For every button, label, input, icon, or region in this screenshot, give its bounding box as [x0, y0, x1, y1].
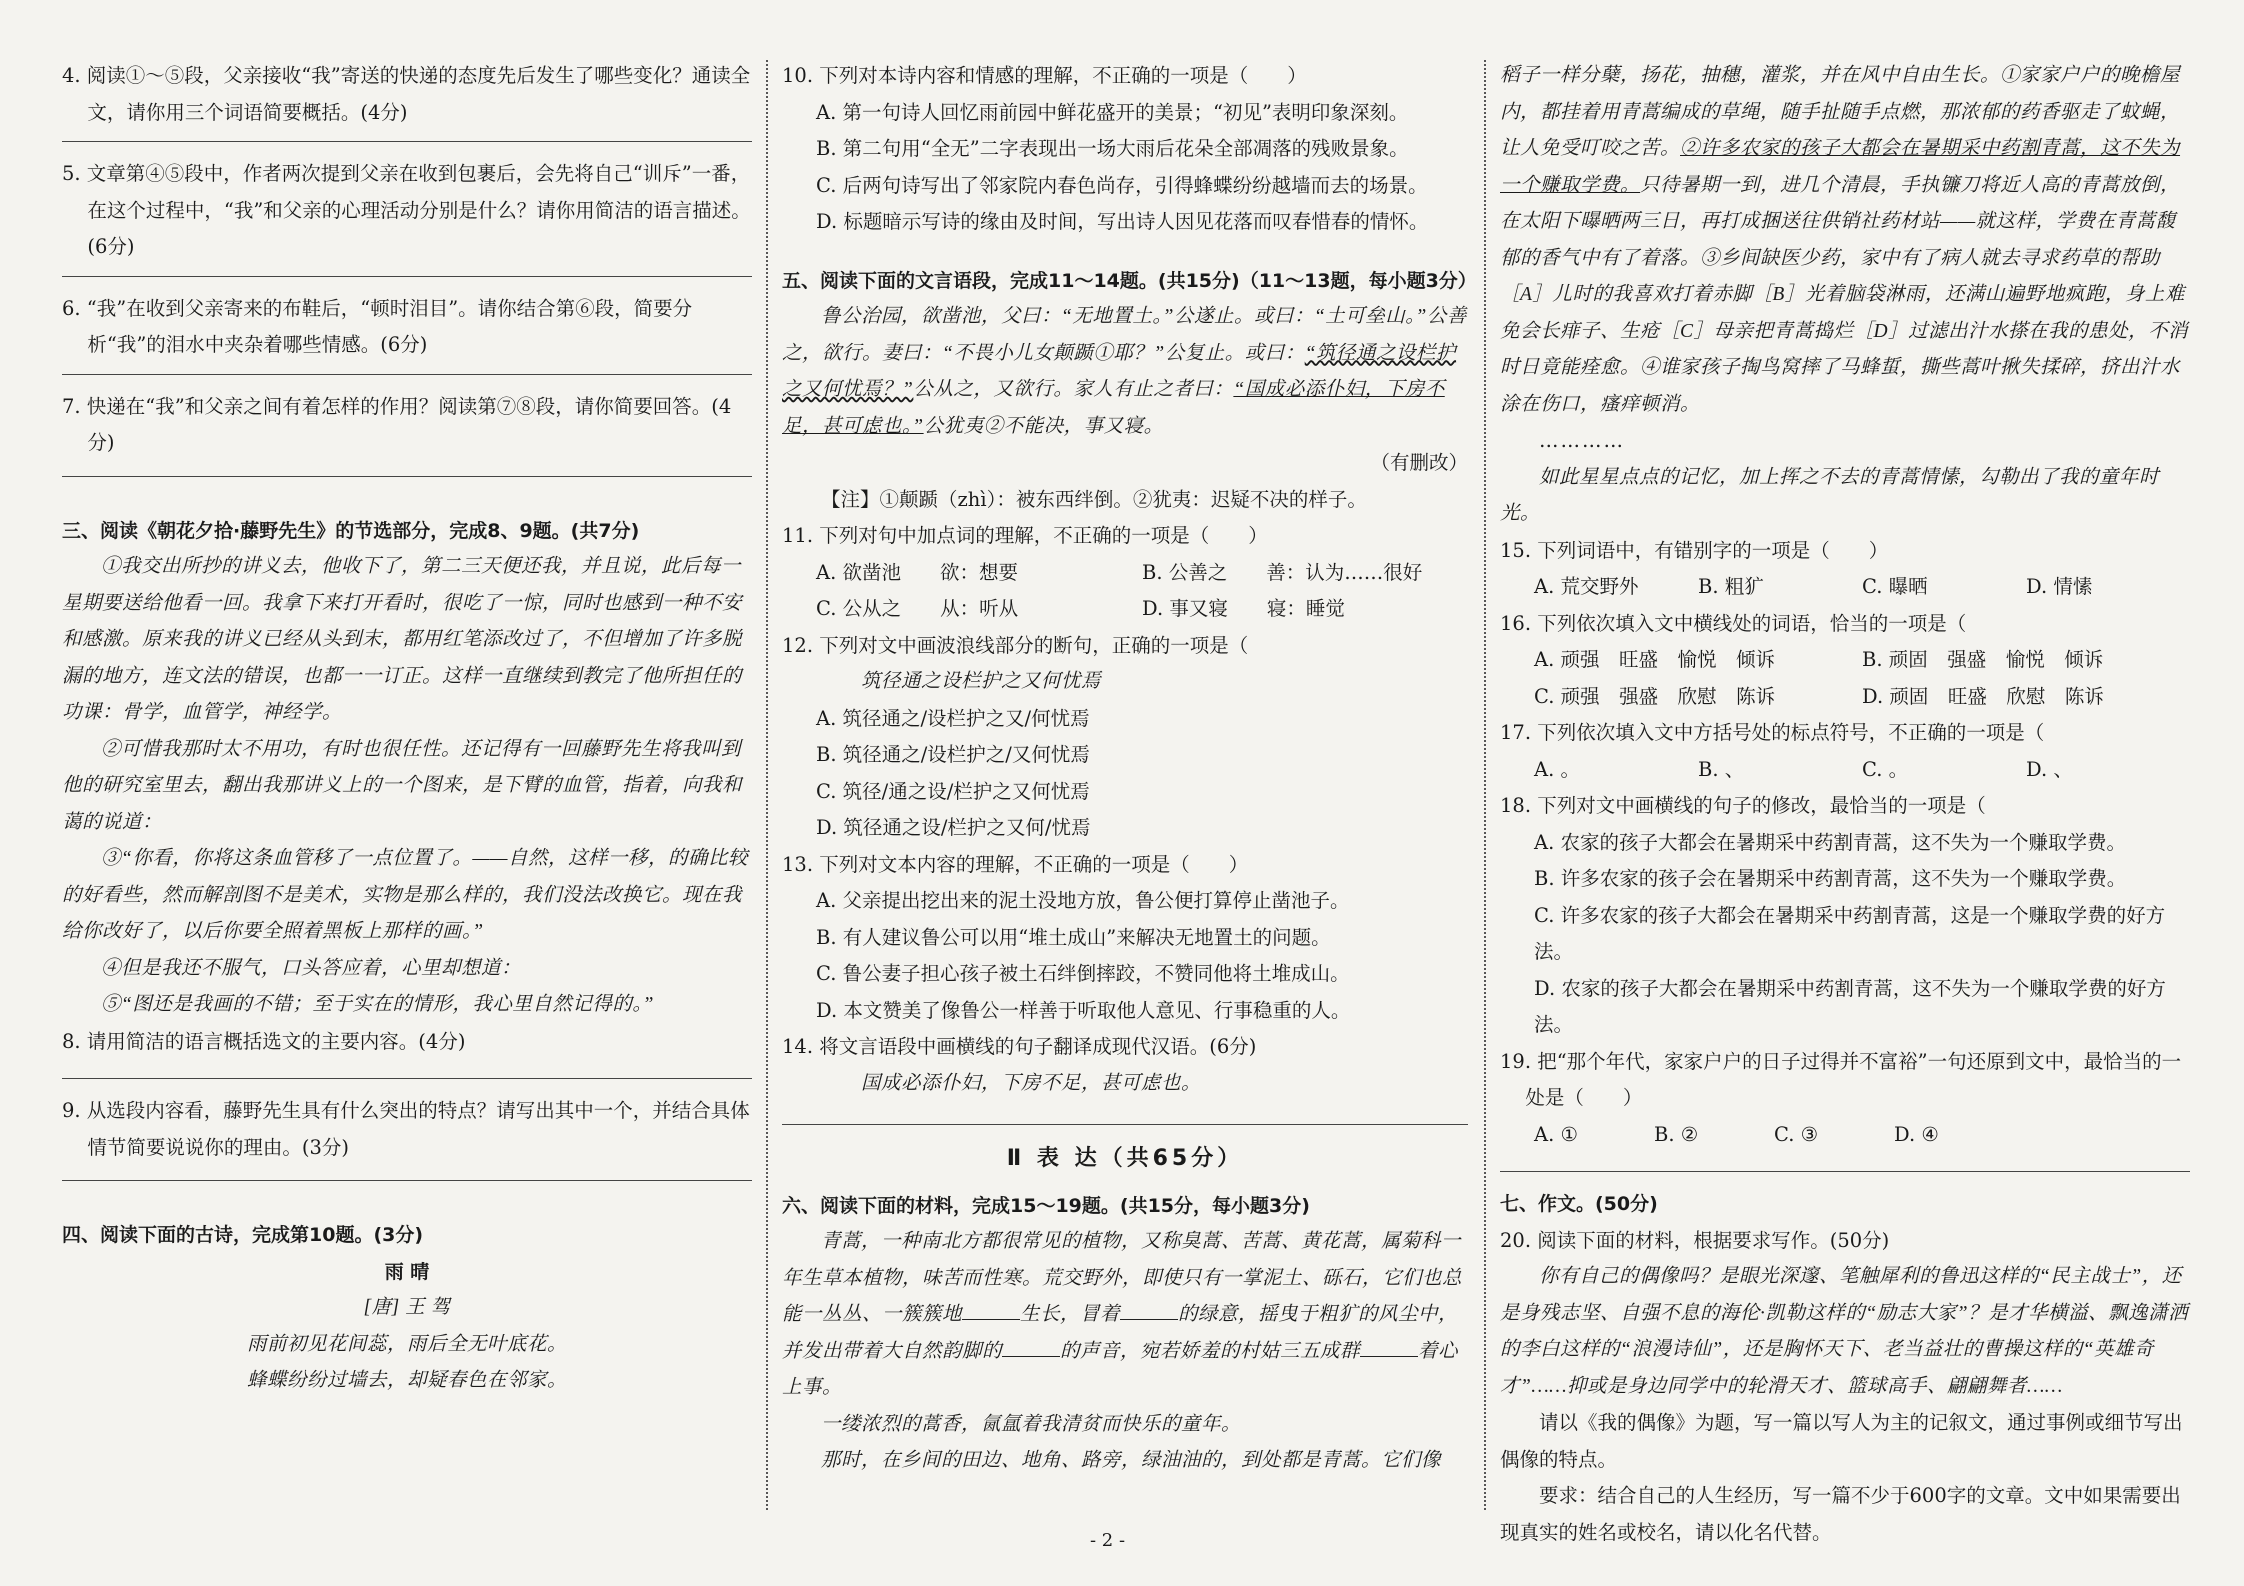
options-row	[1500, 752, 2190, 789]
underlined-sentence: ②许多农家的孩子大都会在暑期采中药割青蒿，这不失为一个赚取学费。	[1500, 138, 2181, 196]
passage-text: 鲁公治园，欲凿池，父曰：“无地置土。”公遂止。或曰：“土可垒山。”公善之，欲行。妻曰：“不畏小儿女颠踬①耶？”公复止。或曰：	[782, 306, 1467, 364]
option[interactable]: D. ④	[1894, 1122, 1939, 1146]
poem-author: [唐] 王 驾	[363, 1297, 451, 1318]
option[interactable]: C. 鲁公妻子担心孩子被土石绊倒摔跤，不赞同他将土堆成山。	[816, 962, 1350, 985]
page-number: - 2 -	[1090, 1530, 1126, 1551]
material-paragraph: 如此星星点点的记忆，加上挥之不去的青蒿情愫，勾勒出了我的童年时光。	[1500, 466, 2160, 524]
question-16: 16. 下列依次填入文中横线处的词语，恰当的一项是（	[1500, 611, 1967, 635]
option[interactable]: C. ③	[1774, 1122, 1819, 1146]
answer-line[interactable]	[62, 1078, 752, 1079]
option[interactable]: A. 。	[1534, 757, 1580, 781]
option[interactable]: D. 事又寝 寝：睡觉	[1142, 597, 1345, 620]
option[interactable]: A. 父亲提出挖出来的泥土没地方放，鲁公便打算停止凿池子。	[816, 889, 1350, 912]
question-8: 8. 请用简洁的语言概括选文的主要内容。(4分)	[62, 1029, 466, 1053]
answer-line[interactable]	[1500, 1171, 2190, 1172]
passage-paragraph: ③“你看，你将这条血管移了一点位置了。——自然，这样一移，的确比较的好看些，然而解剖图不是美术，实物是那么样的，我们没法改换它。现在我给你改好了，以后你要全照着黑板上那样的画。”	[62, 848, 749, 942]
material-text: 只待暑期一到，进几个清晨，手执镰刀将近人高的青蒿放倒，在太阳下曝晒两三日，再打成捆送往供销社药材站——就这样，学费在青蒿馥郁的香气中有了着落。③乡间缺医少药，家中有了病人就去寻求药草的帮助［A］儿时的我喜欢打着赤脚［B］光着脑袋淋雨，还满山遍野地疯跑，身上难免会长痱子、生疮［C］母亲把青蒿捣烂［D］过滤出汁水搽在我的患处，不消时日竟能痊愈。④谁家孩子掏鸟窝摔了马蜂蜇，撕些蒿叶揪失揉碎，挤出汁水涂在伤口，瘙痒顿消。	[1500, 174, 2189, 415]
answer-line[interactable]	[62, 476, 752, 477]
option[interactable]: A. 农家的孩子大都会在暑期采中药割青蒿，这不失为一个赚取学费。	[1534, 830, 2126, 854]
question-19: 19. 把“那个年代，家家户户的日子过得并不富裕”一句还原到文中，最恰当的一处是（ ）	[1500, 1049, 2182, 1109]
question-15: 15. 下列词语中，有错别字的一项是（ ）	[1500, 538, 1889, 562]
option[interactable]: C. 筑径/通之设/栏护之又何忧焉	[816, 779, 1090, 803]
ellipsis: …………	[1539, 429, 1625, 452]
part-2-title: Ⅱ 表 达（共65分）	[1006, 1146, 1244, 1171]
column-right	[1500, 58, 2190, 1551]
option[interactable]: C. 曝晒	[1862, 575, 1928, 598]
option[interactable]: B. 第二句用“全无”二字表现出一场大雨后花朵全部凋落的残败景象。	[816, 137, 1409, 160]
option[interactable]: C. 许多农家的孩子大都会在暑期采中药割青蒿，这是一个赚取学费的好方法。	[1534, 903, 2166, 963]
option[interactable]: D. 情愫	[2026, 575, 2093, 598]
essay-material: 你有自己的偶像吗？是眼光深邃、笔触犀利的鲁迅这样的“民主战士”，还是身残志坚、自强不息的海伦·凯勒这样的“励志大家”？是才华横溢、飘逸潇洒的李白这样的“浪漫诗仙”，还是胸怀天下、老当益壮的曹操这样的“英雄奇才”……抑或是身边同学中的轮滑天才、篮球高手、翩翩舞者……	[1500, 1266, 2189, 1397]
annotation-note: 【注】①颠踬（zhì）：被东西绊倒。②犹夷：迟疑不决的样子。	[821, 487, 1367, 511]
essay-requirements: 要求：结合自己的人生经历，写一篇不少于600字的文章。文中如果需要出现真实的姓名或校名，请以化名代替。	[1500, 1484, 2181, 1544]
option[interactable]: C. 顽强 强盛 欣慰 陈诉	[1534, 684, 1776, 708]
option[interactable]: D. 、	[2026, 757, 2073, 781]
option[interactable]: D. 本文赞美了像鲁公一样善于听取他人意见、行事稳重的人。	[816, 998, 1351, 1022]
material-paragraph: 一缕浓烈的蒿香，氤氲着我清贫而快乐的童年。	[821, 1413, 1242, 1435]
passage-paragraph: ②可惜我那时太不用功，有时也很任性。还记得有一回藤野先生将我叫到他的研究室里去，翻出我那讲义上的一个图来，是下臂的血管，指着，向我和蔼的说道：	[62, 738, 743, 833]
option[interactable]: B. 顽固 强盛 愉悦 倾诉	[1862, 648, 2104, 671]
material-text: 的绿意，摇曳于粗犷的风尘中，并发出带着大自然韵脚的	[782, 1304, 1459, 1362]
classical-passage	[782, 299, 1468, 445]
material-text: 青蒿，一种南北方都很常见的植物，又称臭蒿、苦蒿、黄花蒿，属菊科一年生草本植物，味苦而性寒。荒交野外，即使只有一掌泥土、砾石，它们也总能一丛丛、一簇簇地	[782, 1231, 1463, 1325]
material-paragraph: 那时，在乡间的田边、地角、路旁，绿油油的，到处都是青蒿。它们像	[821, 1450, 1442, 1471]
section-4-title: 四、阅读下面的古诗，完成第10题。(3分)	[62, 1224, 424, 1246]
fill-blank[interactable]	[962, 1319, 1020, 1320]
material-text: 稻子一样分蘖，扬花，抽穗，灌浆，并在风中自由生长。①家家户户的晚檐屋内，都挂着用青蒿编成的草绳，随手扯随手点燃，那浓郁的药香驱走了蚊蝇，让人免受叮咬之苦。	[1500, 65, 2181, 159]
question-9: 9. 从选段内容看，藤野先生具有什么突出的特点？请写出其中一个，并结合具体情节简要说说你的理由。(3分)	[62, 1099, 750, 1159]
option[interactable]: C. 公从之 从：听从	[816, 597, 1019, 620]
section-7-title: 七、作文。(50分)	[1500, 1193, 1658, 1215]
option[interactable]: C. 。	[1862, 757, 1909, 781]
poem-title: 雨 晴	[384, 1260, 430, 1283]
option[interactable]: B. 有人建议鲁公可以用“堆土成山”来解决无地置土的问题。	[816, 925, 1331, 949]
column-divider	[766, 60, 768, 1510]
question-13: 13. 下列对文本内容的理解，不正确的一项是（ ）	[782, 852, 1249, 876]
wavy-underlined-sentence: “筑径通之设栏护之又何忧焉？”	[782, 342, 1457, 400]
fill-blank[interactable]	[1120, 1319, 1178, 1320]
question-6: 6. “我”在收到父亲寄来的布鞋后，“顿时泪目”。请你结合第⑥段，简要分析“我”的泪水中夹杂着哪些情感。(6分)	[62, 296, 693, 356]
fill-blank[interactable]	[1360, 1356, 1418, 1357]
options-grid	[782, 555, 1468, 628]
underlined-sentence: “国成必添仆妇，下房不足，甚可虑也。”	[782, 379, 1445, 437]
option[interactable]: B. 、	[1698, 757, 1745, 781]
answer-line[interactable]	[62, 1180, 752, 1181]
quoted-sentence: 国成必添仆妇，下房不足，甚可虑也。	[861, 1072, 1202, 1094]
options-grid	[1500, 642, 2190, 715]
passage-paragraph: ①我交出所抄的讲义去，他收下了，第二三天便还我，并且说，此后每一星期要送给他看一回。我拿下来打开看时，很吃了一惊，同时也感到一种不安和感激。原来我的讲义已经从头到末，都用红笔添改过了，不但增加了许多脱漏的地方，连文法的错误，也都一一订正。这样一直继续到教完了他所担任的功课：骨学，血管学，神经学。	[62, 556, 743, 723]
passage-paragraph: ⑤“图还是我画的不错；至于实在的情形，我心里自然记得的。”	[101, 994, 654, 1015]
options-row	[1500, 1117, 2014, 1154]
answer-line[interactable]	[782, 1124, 1468, 1125]
column-divider	[1484, 60, 1486, 1510]
material-paragraph	[782, 1224, 1468, 1407]
option[interactable]: D. 农家的孩子大都会在暑期采中药割青蒿，这不失为一个赚取学费的好方法。	[1534, 976, 2166, 1036]
column-middle	[782, 58, 1477, 1480]
answer-line[interactable]	[62, 276, 752, 277]
question-5: 5. 文章第④⑤段中，作者两次提到父亲在收到包裹后，会先将自己“训斥”一番，在这个过程中，“我”和父亲的心理活动分别是什么？请你用简洁的语言描述。(6分)	[62, 162, 751, 258]
question-18: 18. 下列对文中画横线的句子的修改，最恰当的一项是（	[1500, 794, 1986, 817]
option[interactable]: B. 筑径通之/设栏护之/又何忧焉	[816, 743, 1090, 766]
question-11: 11. 下列对句中加点词的理解，不正确的一项是（ ）	[782, 524, 1268, 547]
option[interactable]: D. 筑径通之设/栏护之又何/忧焉	[816, 816, 1091, 839]
option[interactable]: B. ②	[1654, 1122, 1699, 1146]
option[interactable]: B. 许多农家的孩子会在暑期采中药割青蒿，这不失为一个赚取学费。	[1534, 867, 2127, 890]
fill-blank[interactable]	[1002, 1356, 1060, 1357]
question-10: 10. 下列对本诗内容和情感的理解，不正确的一项是（ ）	[782, 64, 1307, 87]
section-5-title: 五、阅读下面的文言语段，完成11～14题。(共15分)（11～13题，每小题3分）	[782, 269, 1477, 292]
question-7: 7. 快递在“我”和父亲之间有着怎样的作用？阅读第⑦⑧段，请你简要回答。(4分)	[62, 394, 732, 454]
source-note: （有删改）	[1370, 451, 1468, 474]
poem-line: 雨前初见花间蕊，雨后全无叶底花。	[246, 1333, 567, 1355]
passage-paragraph: ④但是我还不服气，口头答应着，心里却想道：	[101, 957, 522, 979]
option[interactable]: A. 筑径通之/设栏护之又/何忧焉	[816, 706, 1090, 730]
material-text: 着心上事。	[782, 1340, 1459, 1398]
answer-line[interactable]	[62, 374, 752, 375]
option[interactable]: B. 公善之 善：认为……很好	[1142, 560, 1423, 584]
poem-line: 蜂蝶纷纷过墙去，却疑春色在邻家。	[246, 1370, 567, 1391]
section-3-title: 三、阅读《朝花夕拾·藤野先生》的节选部分，完成8、9题。(共7分)	[62, 519, 640, 542]
essay-prompt: 请以《我的偶像》为题，写一篇以写人为主的记叙文，通过事例或细节写出偶像的特点。	[1500, 1411, 2183, 1471]
option[interactable]: A. 顽强 旺盛 愉悦 倾诉	[1534, 648, 1775, 671]
passage-text: 公从之，又欲行。家人有止之者曰：	[913, 379, 1234, 400]
option[interactable]: A. ①	[1534, 1122, 1578, 1146]
option[interactable]: A. 第一句诗人回忆雨前园中鲜花盛开的美景；“初见”表明印象深刻。	[816, 100, 1409, 124]
question-12: 12. 下列对文中画波浪线部分的断句，正确的一项是（	[782, 633, 1249, 657]
option[interactable]: A. 荒交野外	[1534, 575, 1639, 598]
answer-line[interactable]	[62, 141, 752, 142]
options-row	[1500, 569, 2190, 606]
section-6-title: 六、阅读下面的材料，完成15～19题。(共15分，每小题3分)	[782, 1194, 1310, 1217]
column-left	[62, 58, 752, 1400]
material-text: 生长，冒着	[1020, 1304, 1121, 1325]
question-20: 20. 阅读下面的材料，根据要求写作。(50分)	[1500, 1228, 1890, 1252]
option[interactable]: D. 标题暗示写诗的缘由及时间，写出诗人因见花落而叹春惜春的情怀。	[816, 210, 1429, 233]
question-4: 4. 阅读①～⑤段，父亲接收“我”寄送的快递的态度先后发生了哪些变化？通读全文，请你用三个词语简要概括。(4分)	[62, 64, 751, 124]
option[interactable]: D. 顽固 旺盛 欣慰 陈诉	[1862, 684, 2104, 708]
option[interactable]: B. 粗犷	[1698, 575, 1764, 598]
question-17: 17. 下列依次填入文中方括号处的标点符号，不正确的一项是（	[1500, 721, 2045, 744]
option[interactable]: A. 欲凿池 欲：想要	[816, 560, 1018, 584]
question-14: 14. 将文言语段中画横线的句子翻译成现代汉语。(6分)	[782, 1035, 1257, 1058]
material-text: 的声音，宛若娇羞的村姑三五成群	[1060, 1340, 1361, 1362]
passage-text: 公犹夷②不能决，事又寝。	[923, 415, 1164, 437]
material-paragraph	[1500, 58, 2190, 423]
quoted-sentence: 筑径通之设栏护之又何忧焉	[861, 671, 1102, 692]
option[interactable]: C. 后两句诗写出了邻家院内春色尚存，引得蜂蝶纷纷越墙而去的场景。	[816, 173, 1428, 197]
